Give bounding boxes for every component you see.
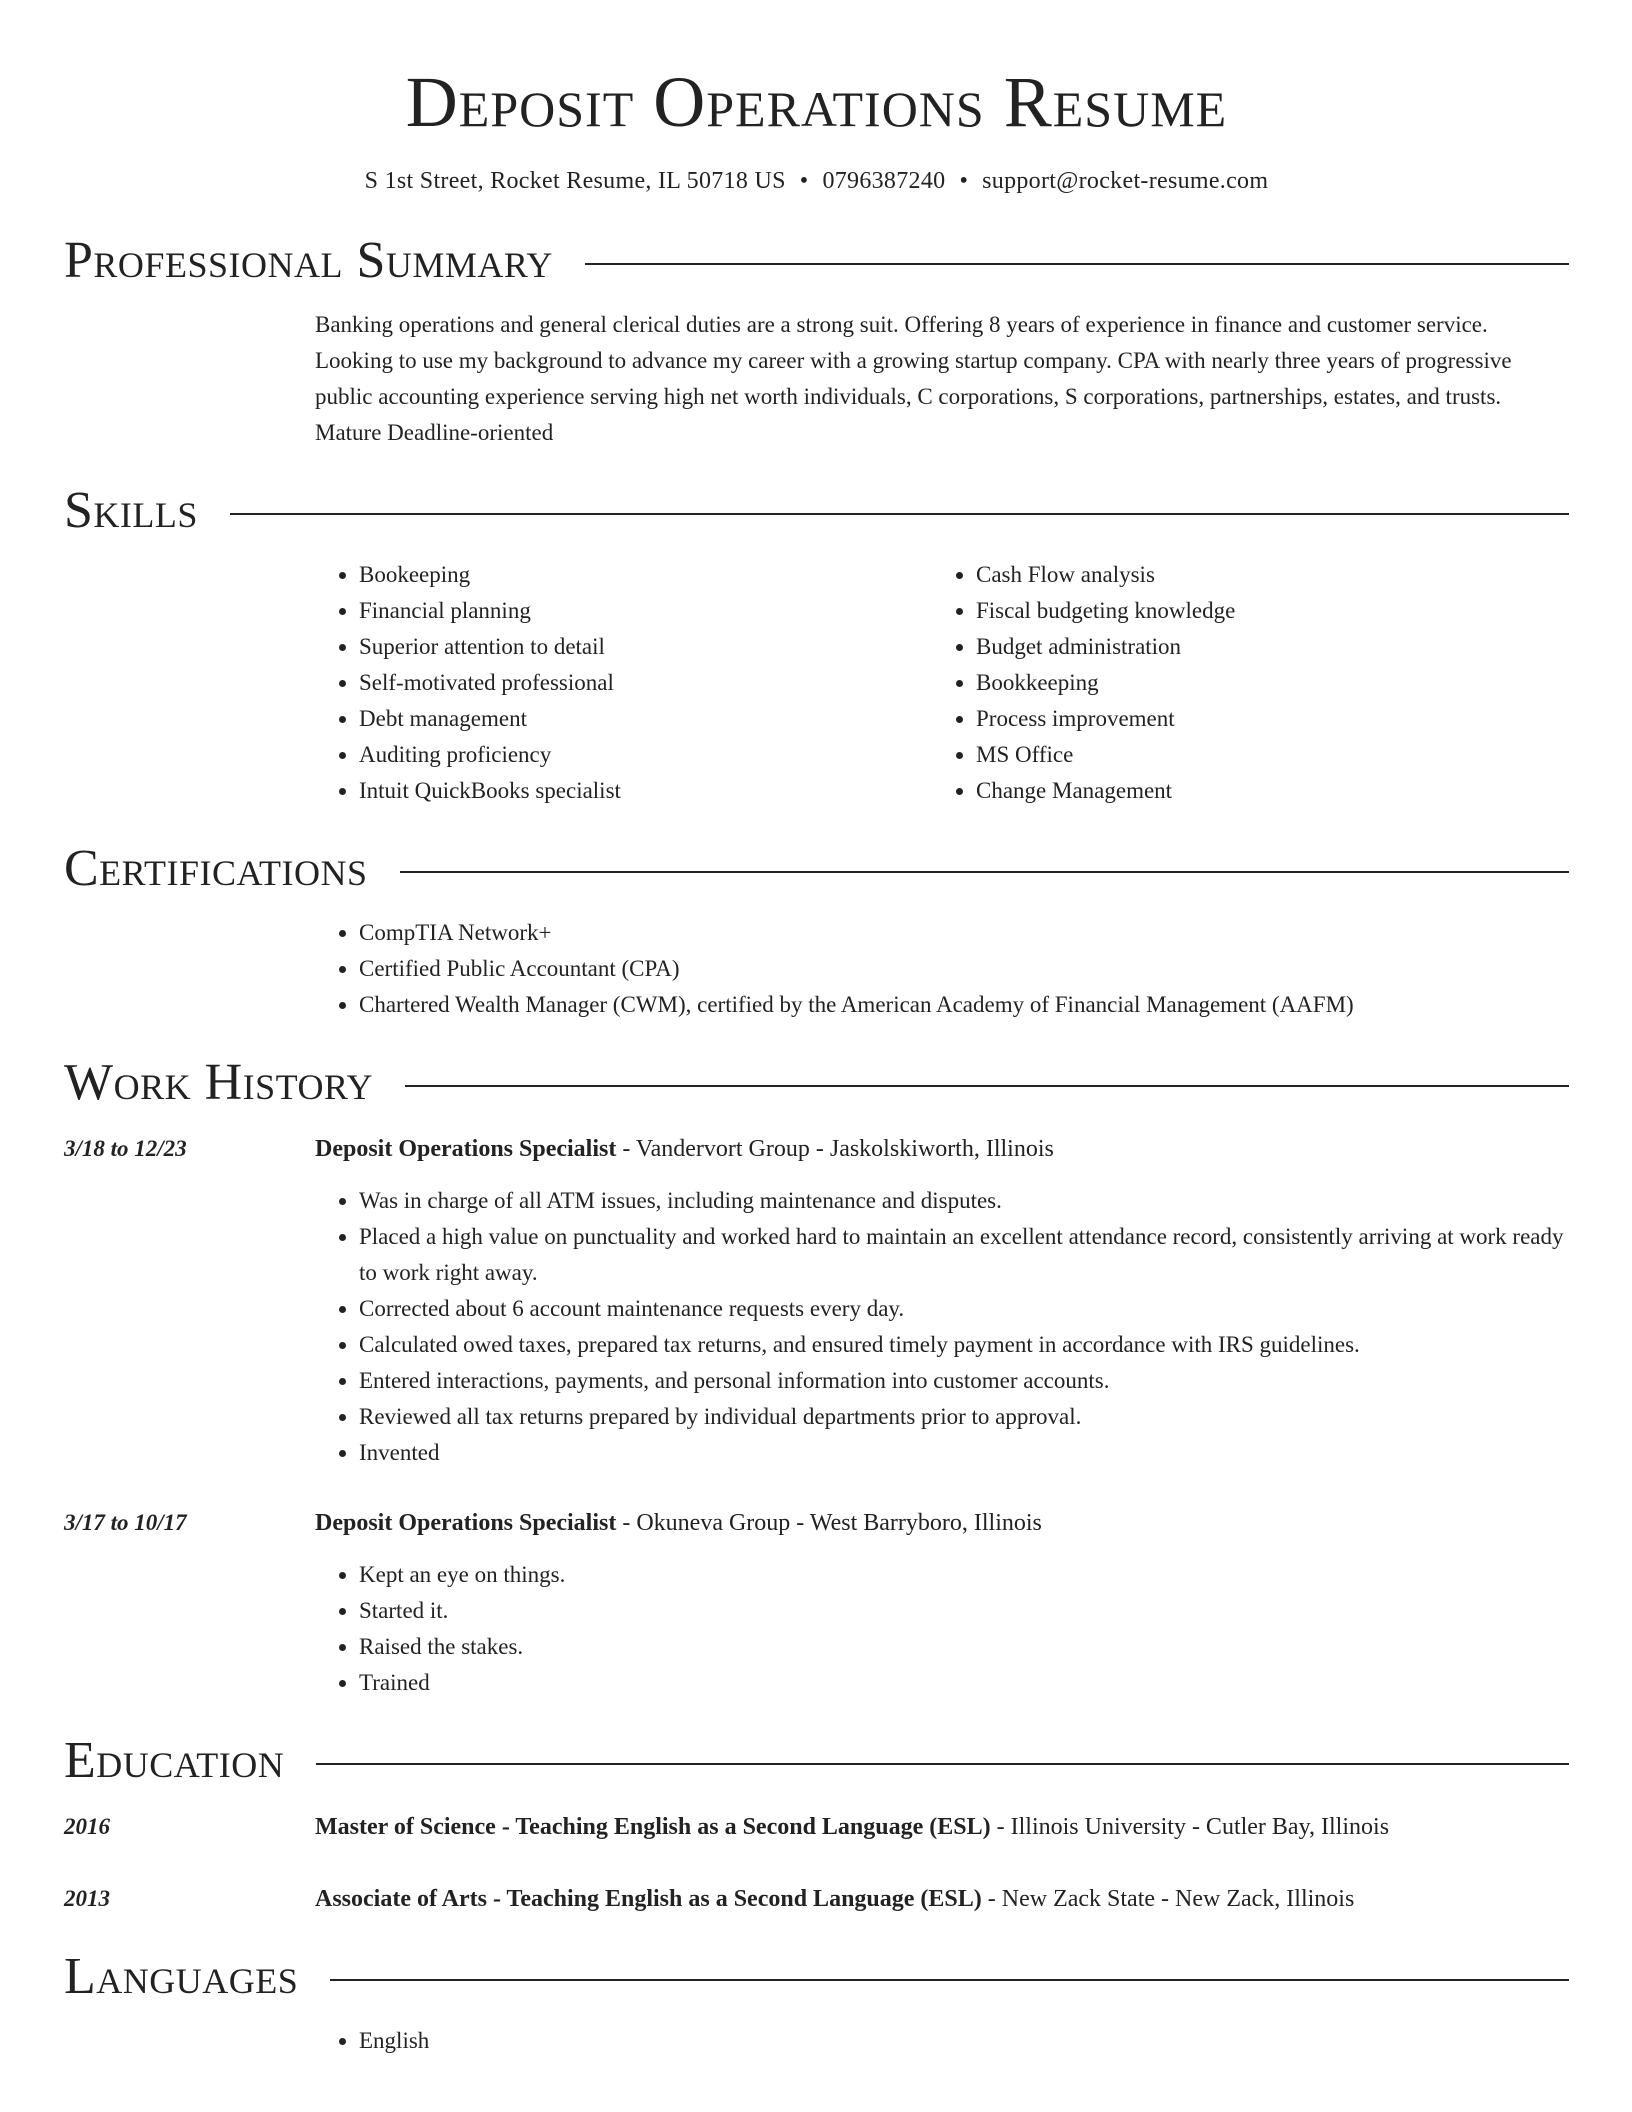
job-bullet: • Started it. — [359, 1593, 1569, 1629]
job-bullet: • Placed a high value on punctuality and worked hard to maintain an excellent attendance record, consistently arriving at work ready to work right away. — [359, 1219, 1569, 1291]
job-entry — [64, 1505, 1569, 1541]
education-year: 2016 — [64, 1814, 110, 1839]
skills-column-left — [315, 557, 932, 809]
job-details: - Vandervort Group - Jaskolskiworth, Illinois — [616, 1136, 1054, 1162]
job-bullet: • Reviewed all tax returns prepared by individual departments prior to approval. — [359, 1399, 1569, 1435]
section-title-skills: Skills — [64, 482, 198, 539]
education-details: - New Zack State - New Zack, Illinois — [981, 1886, 1355, 1912]
skill-item: • Superior attention to detail — [359, 629, 932, 665]
job-heading — [315, 1505, 1569, 1541]
education-entry — [64, 1881, 1569, 1917]
skill-item: • Fiscal budgeting knowledge — [976, 593, 1549, 629]
section-divider — [316, 1763, 1569, 1765]
education-degree: Associate of Arts - Teaching English as a Second Language (ESL) — [315, 1886, 982, 1912]
skill-item: • MS Office — [976, 737, 1549, 773]
job-bullet: • Calculated owed taxes, prepared tax returns, and ensured timely payment in accordance with IRS guidelines. — [359, 1327, 1569, 1363]
section-divider — [230, 513, 1569, 515]
section-divider — [400, 871, 1569, 873]
section-header-languages — [64, 1948, 1569, 2005]
job-dates: 3/18 to 12/23 — [64, 1136, 187, 1161]
contact-separator: • — [799, 168, 809, 194]
job-bullet: • Entered interactions, payments, and personal information into customer accounts. — [359, 1363, 1569, 1399]
job-role: Deposit Operations Specialist — [315, 1510, 617, 1536]
section-header-summary — [64, 232, 1569, 289]
certification-item: • CompTIA Network+ — [359, 915, 1569, 951]
skill-item: • Debt management — [359, 701, 932, 737]
certification-item: • Certified Public Accountant (CPA) — [359, 951, 1569, 987]
section-title-work-history: Work History — [64, 1054, 374, 1111]
contact-separator: • — [959, 168, 969, 194]
section-header-skills — [64, 482, 1569, 539]
section-title-summary: Professional Summary — [64, 232, 553, 289]
job-bullets — [315, 1183, 1569, 1471]
contact-email[interactable]: support@rocket-resume.com — [982, 168, 1269, 194]
education-heading — [315, 1809, 1569, 1845]
skill-item: • Bookkeeping — [976, 665, 1549, 701]
certifications-list — [315, 915, 1569, 1023]
language-item: • English — [359, 2023, 1569, 2059]
education-degree: Master of Science - Teaching English as a Second Language (ESL) — [315, 1814, 991, 1840]
certification-item: • Chartered Wealth Manager (CWM), certified by the American Academy of Financial Management (AAFM) — [359, 987, 1569, 1023]
job-heading — [315, 1131, 1569, 1167]
section-header-certifications — [64, 840, 1569, 897]
job-bullet: • Was in charge of all ATM issues, including maintenance and disputes. — [359, 1183, 1569, 1219]
section-header-work-history — [64, 1054, 1569, 1111]
section-title-education: Education — [64, 1732, 285, 1789]
languages-list — [315, 2023, 1569, 2059]
job-bullet: • Trained — [359, 1665, 1569, 1701]
skill-item: • Bookeeping — [359, 557, 932, 593]
job-dates: 3/17 to 10/17 — [64, 1510, 187, 1535]
job-bullets — [315, 1557, 1569, 1701]
section-divider — [405, 1085, 1569, 1087]
contact-phone: 0796387240 — [822, 168, 946, 194]
resume-page — [64, 0, 1569, 2059]
skill-item: • Process improvement — [976, 701, 1549, 737]
job-bullet: • Kept an eye on things. — [359, 1557, 1569, 1593]
resume-title: Deposit Operations Resume — [405, 62, 1228, 142]
skills-list — [315, 557, 1569, 809]
education-details: - Illinois University - Cutler Bay, Illinois — [990, 1814, 1390, 1840]
skill-item: • Cash Flow analysis — [976, 557, 1549, 593]
education-heading — [315, 1881, 1569, 1917]
skill-item: • Self-motivated professional — [359, 665, 932, 701]
skill-item: • Budget administration — [976, 629, 1549, 665]
skill-item: • Change Management — [976, 773, 1549, 809]
job-entry — [64, 1131, 1569, 1167]
contact-line — [64, 168, 1569, 195]
job-role: Deposit Operations Specialist — [315, 1136, 617, 1162]
section-divider — [585, 263, 1569, 265]
section-header-education — [64, 1732, 1569, 1789]
skill-item: • Auditing proficiency — [359, 737, 932, 773]
skill-item: • Financial planning — [359, 593, 932, 629]
contact-address: S 1st Street, Rocket Resume, IL 50718 US — [364, 168, 786, 194]
section-title-languages: Languages — [64, 1948, 299, 2005]
job-bullet: • Corrected about 6 account maintenance requests every day. — [359, 1291, 1569, 1327]
section-title-certifications: Certifications — [64, 840, 368, 897]
job-bullet: • Raised the stakes. — [359, 1629, 1569, 1665]
summary-text: Banking operations and general clerical duties are a strong suit. Offering 8 years of experience in finance and customer service. Looking to use my background to advance my career with a growing startup company. CPA with nearly three years of progressive public accounting experience serving high net worth individuals, C corporations, S corporations, partnerships, estates, and trusts. Mature Deadline-oriented — [315, 312, 1512, 445]
section-divider — [330, 1979, 1569, 1981]
job-details: - Okuneva Group - West Barryboro, Illinois — [616, 1510, 1042, 1536]
education-entry — [64, 1809, 1569, 1845]
education-year: 2013 — [64, 1886, 110, 1911]
skills-column-right — [932, 557, 1549, 809]
skill-item: • Intuit QuickBooks specialist — [359, 773, 932, 809]
job-bullet: • Invented — [359, 1435, 1569, 1471]
